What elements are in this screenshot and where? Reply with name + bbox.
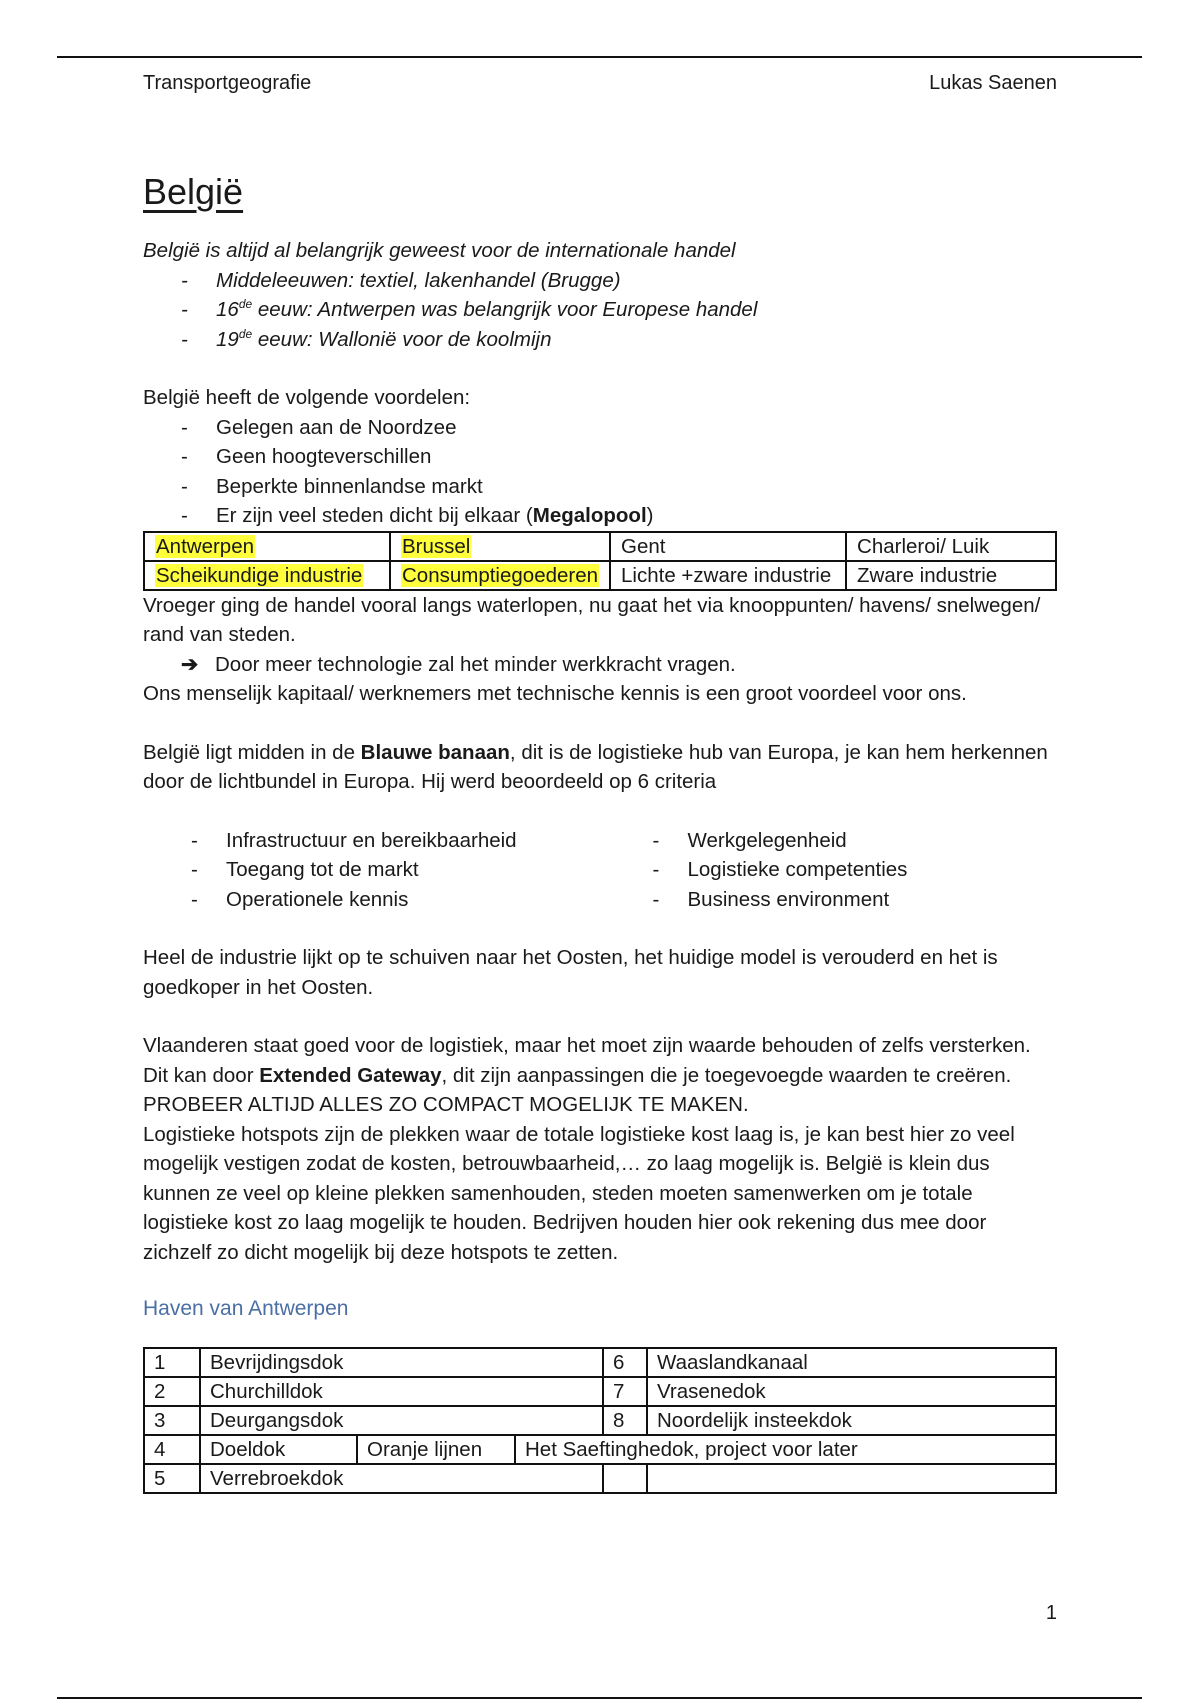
table-cell: 1 — [144, 1348, 200, 1377]
table-cell: Verrebroekdok — [200, 1464, 603, 1493]
table-cell: 2 — [144, 1377, 200, 1406]
banana-paragraph: België ligt midden in de Blauwe banaan, dit is de logistieke hub van Europa, je kan hem herkennen door de lichtbundel in Europa. Hij werd beoordeeld op 6 criteria — [143, 740, 1048, 793]
list-item: - Infrastructuur en bereikbaarheid — [191, 826, 596, 856]
table-cell: Charleroi/ Luik — [846, 532, 1056, 561]
intro-list — [143, 266, 1057, 355]
table-row — [144, 1406, 1056, 1435]
table-cell — [647, 1464, 1056, 1493]
table-cell: Doeldok — [200, 1435, 357, 1464]
docks-table — [143, 1347, 1057, 1494]
table-cell: Antwerpen — [156, 534, 255, 558]
header-course: Transportgeografie — [143, 72, 312, 94]
page-content — [143, 168, 1057, 1494]
table-row — [144, 1377, 1056, 1406]
flanders-paragraph: Vlaanderen staat goed voor de logistiek, maar het moet zijn waarde behouden of zelfs versterken. Dit kan door Extended Gateway, dit zijn aanpassingen die je toegevoegde waarden te creëren. PROBEER ALTIJD ALLES ZO COMPACT MOGELIJK TE MAKEN. — [143, 1034, 1031, 1116]
table-cell: 7 — [603, 1377, 647, 1406]
table-cell: Deurgangsdok — [200, 1406, 603, 1435]
list-item: - Business environment — [653, 885, 1058, 915]
table-cell: Gent — [610, 532, 846, 561]
arrow-icon: ➔ — [181, 652, 199, 676]
table-cell: Lichte +zware industrie — [610, 561, 846, 590]
table-cell: 4 — [144, 1435, 200, 1464]
advantages-lead: België heeft de volgende voordelen: — [143, 386, 471, 409]
cities-table — [143, 531, 1057, 591]
table-cell: Waaslandkanaal — [647, 1348, 1056, 1377]
table-cell: Consumptiegoederen — [402, 563, 599, 587]
criteria-left — [143, 826, 596, 915]
table-cell: Churchilldok — [200, 1377, 603, 1406]
list-item: - Werkgelegenheid — [653, 826, 1058, 856]
table-cell: Het Saeftinghedok, project voor later — [515, 1435, 1056, 1464]
list-item: - Middeleeuwen: textiel, lakenhandel (Brugge) — [181, 266, 1057, 296]
table-cell: Vrasenedok — [647, 1377, 1056, 1406]
table-cell: Noordelijk insteekdok — [647, 1406, 1056, 1435]
trade-paragraph: Vroeger ging de handel vooral langs waterlopen, nu gaat het via knooppunten/ havens/ snelwegen/ rand van steden. — [143, 593, 1041, 646]
list-item: - Geen hoogteverschillen — [181, 442, 1057, 472]
list-item: - Operationele kennis — [191, 885, 596, 915]
capital-paragraph: Ons menselijk kapitaal/ werknemers met technische kennis is een groot voordeel voor ons. — [143, 682, 967, 705]
criteria-right — [596, 826, 1058, 915]
footer-rule — [57, 1697, 1142, 1699]
east-paragraph: Heel de industrie lijkt op te schuiven naar het Oosten, het huidige model is verouderd en het is goedkoper in het Oosten. — [143, 946, 998, 999]
table-row — [144, 1435, 1056, 1464]
list-item: - Logistieke competenties — [653, 855, 1058, 885]
hotspots-paragraph: Logistieke hotspots zijn de plekken waar de totale logistieke kost laag is, je kan best hier zo veel mogelijk vestigen zodat de kosten, betrouwbaarheid,… zo laag mogelijk is. België is klein dus kunnen ze veel op kleine plekken samenhouden, steden moeten samenwerken om je totale logistieke kost zo laag mogelijk te houden. Bedrijven houden hier ook rekening dus mee door zichzelf zo dicht mogelijk bij deze hotspots te zetten. — [143, 1122, 1015, 1264]
arrow-line: ➔ Door meer technologie zal het minder werkkracht vragen. — [143, 650, 1057, 680]
list-item: - Beperkte binnenlandse markt — [181, 472, 1057, 502]
advantages-list — [143, 413, 1057, 531]
table-row — [144, 532, 1056, 561]
header-rule — [57, 56, 1142, 58]
list-item: - 19de eeuw: Wallonië voor de koolmijn — [181, 325, 1057, 355]
list-item: - Gelegen aan de Noordzee — [181, 413, 1057, 443]
table-cell: Bevrijdingsdok — [200, 1348, 603, 1377]
list-item: - Toegang tot de markt — [191, 855, 596, 885]
criteria-list — [143, 826, 1057, 915]
table-row — [144, 561, 1056, 590]
table-row — [144, 1348, 1056, 1377]
list-item: - 16de eeuw: Antwerpen was belangrijk voor Europese handel — [181, 295, 1057, 325]
table-row — [144, 1464, 1056, 1493]
intro-lead: België is altijd al belangrijk geweest voor de internationale handel — [143, 239, 736, 262]
table-cell — [603, 1464, 647, 1493]
header-author: Lukas Saenen — [929, 72, 1057, 94]
table-cell: 3 — [144, 1406, 200, 1435]
page-title: België — [143, 171, 244, 212]
table-cell: 8 — [603, 1406, 647, 1435]
table-cell: Zware industrie — [846, 561, 1056, 590]
page-number: 1 — [1045, 1602, 1057, 1624]
table-cell: 6 — [603, 1348, 647, 1377]
table-cell: Scheikundige industrie — [156, 563, 363, 587]
page-header — [143, 72, 1057, 95]
list-item: - Er zijn veel steden dicht bij elkaar (Megalopool) — [181, 501, 1057, 531]
table-cell: Brussel — [402, 534, 471, 558]
section-heading: Haven van Antwerpen — [143, 1297, 349, 1320]
table-cell: Oranje lijnen — [357, 1435, 515, 1464]
table-cell: 5 — [144, 1464, 200, 1493]
